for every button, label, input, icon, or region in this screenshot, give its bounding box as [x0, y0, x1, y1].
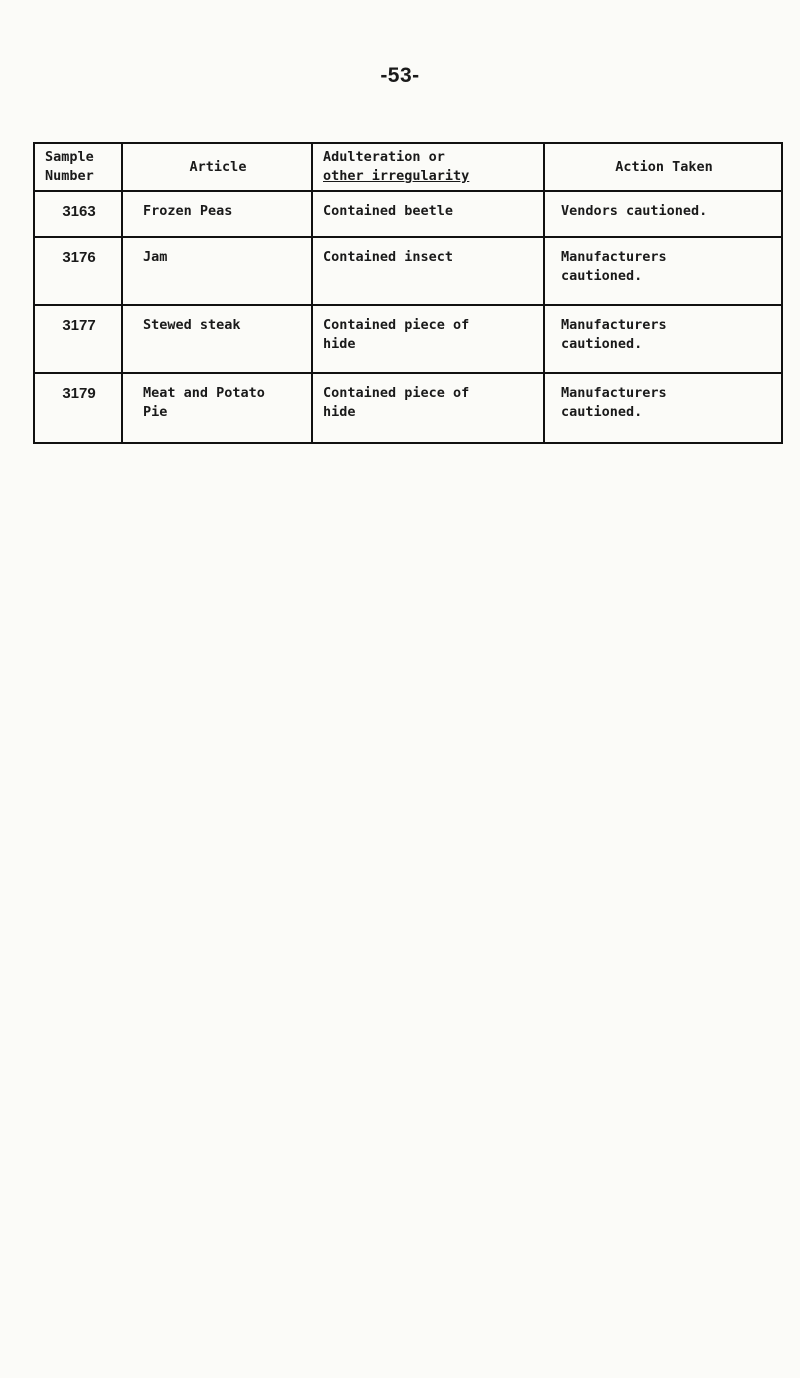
- page-number: -53-: [380, 64, 420, 87]
- header-adulteration: [312, 143, 544, 191]
- adulteration-cell: Contained beetle: [312, 191, 544, 237]
- adulteration-cell: Contained piece of hide: [312, 305, 544, 373]
- article-cell: Stewed steak: [122, 305, 312, 373]
- table-row: [34, 373, 782, 443]
- header-action: Action Taken: [544, 143, 782, 191]
- adulteration-cell: Contained insect: [312, 237, 544, 305]
- action-cell: Manufacturers cautioned.: [544, 237, 782, 305]
- article-cell: Jam: [122, 237, 312, 305]
- table-row: [34, 191, 782, 237]
- action-cell: Manufacturers cautioned.: [544, 373, 782, 443]
- sample-number-cell: 3177: [34, 305, 122, 373]
- table-row: [34, 237, 782, 305]
- header-adulteration-line2: other irregularity: [323, 168, 470, 184]
- sample-number-cell: 3163: [34, 191, 122, 237]
- table-row: [34, 305, 782, 373]
- article-cell: Meat and Potato Pie: [122, 373, 312, 443]
- header-sample-number: Sample Number: [34, 143, 122, 191]
- adulteration-cell: Contained piece of hide: [312, 373, 544, 443]
- header-adulteration-line1: Adulteration or: [323, 149, 445, 165]
- header-article: Article: [122, 143, 312, 191]
- action-cell: Manufacturers cautioned.: [544, 305, 782, 373]
- adulteration-table: [33, 142, 783, 444]
- sample-number-cell: 3176: [34, 237, 122, 305]
- article-cell: Frozen Peas: [122, 191, 312, 237]
- table-header-row: [34, 143, 782, 191]
- sample-number-cell: 3179: [34, 373, 122, 443]
- action-cell: Vendors cautioned.: [544, 191, 782, 237]
